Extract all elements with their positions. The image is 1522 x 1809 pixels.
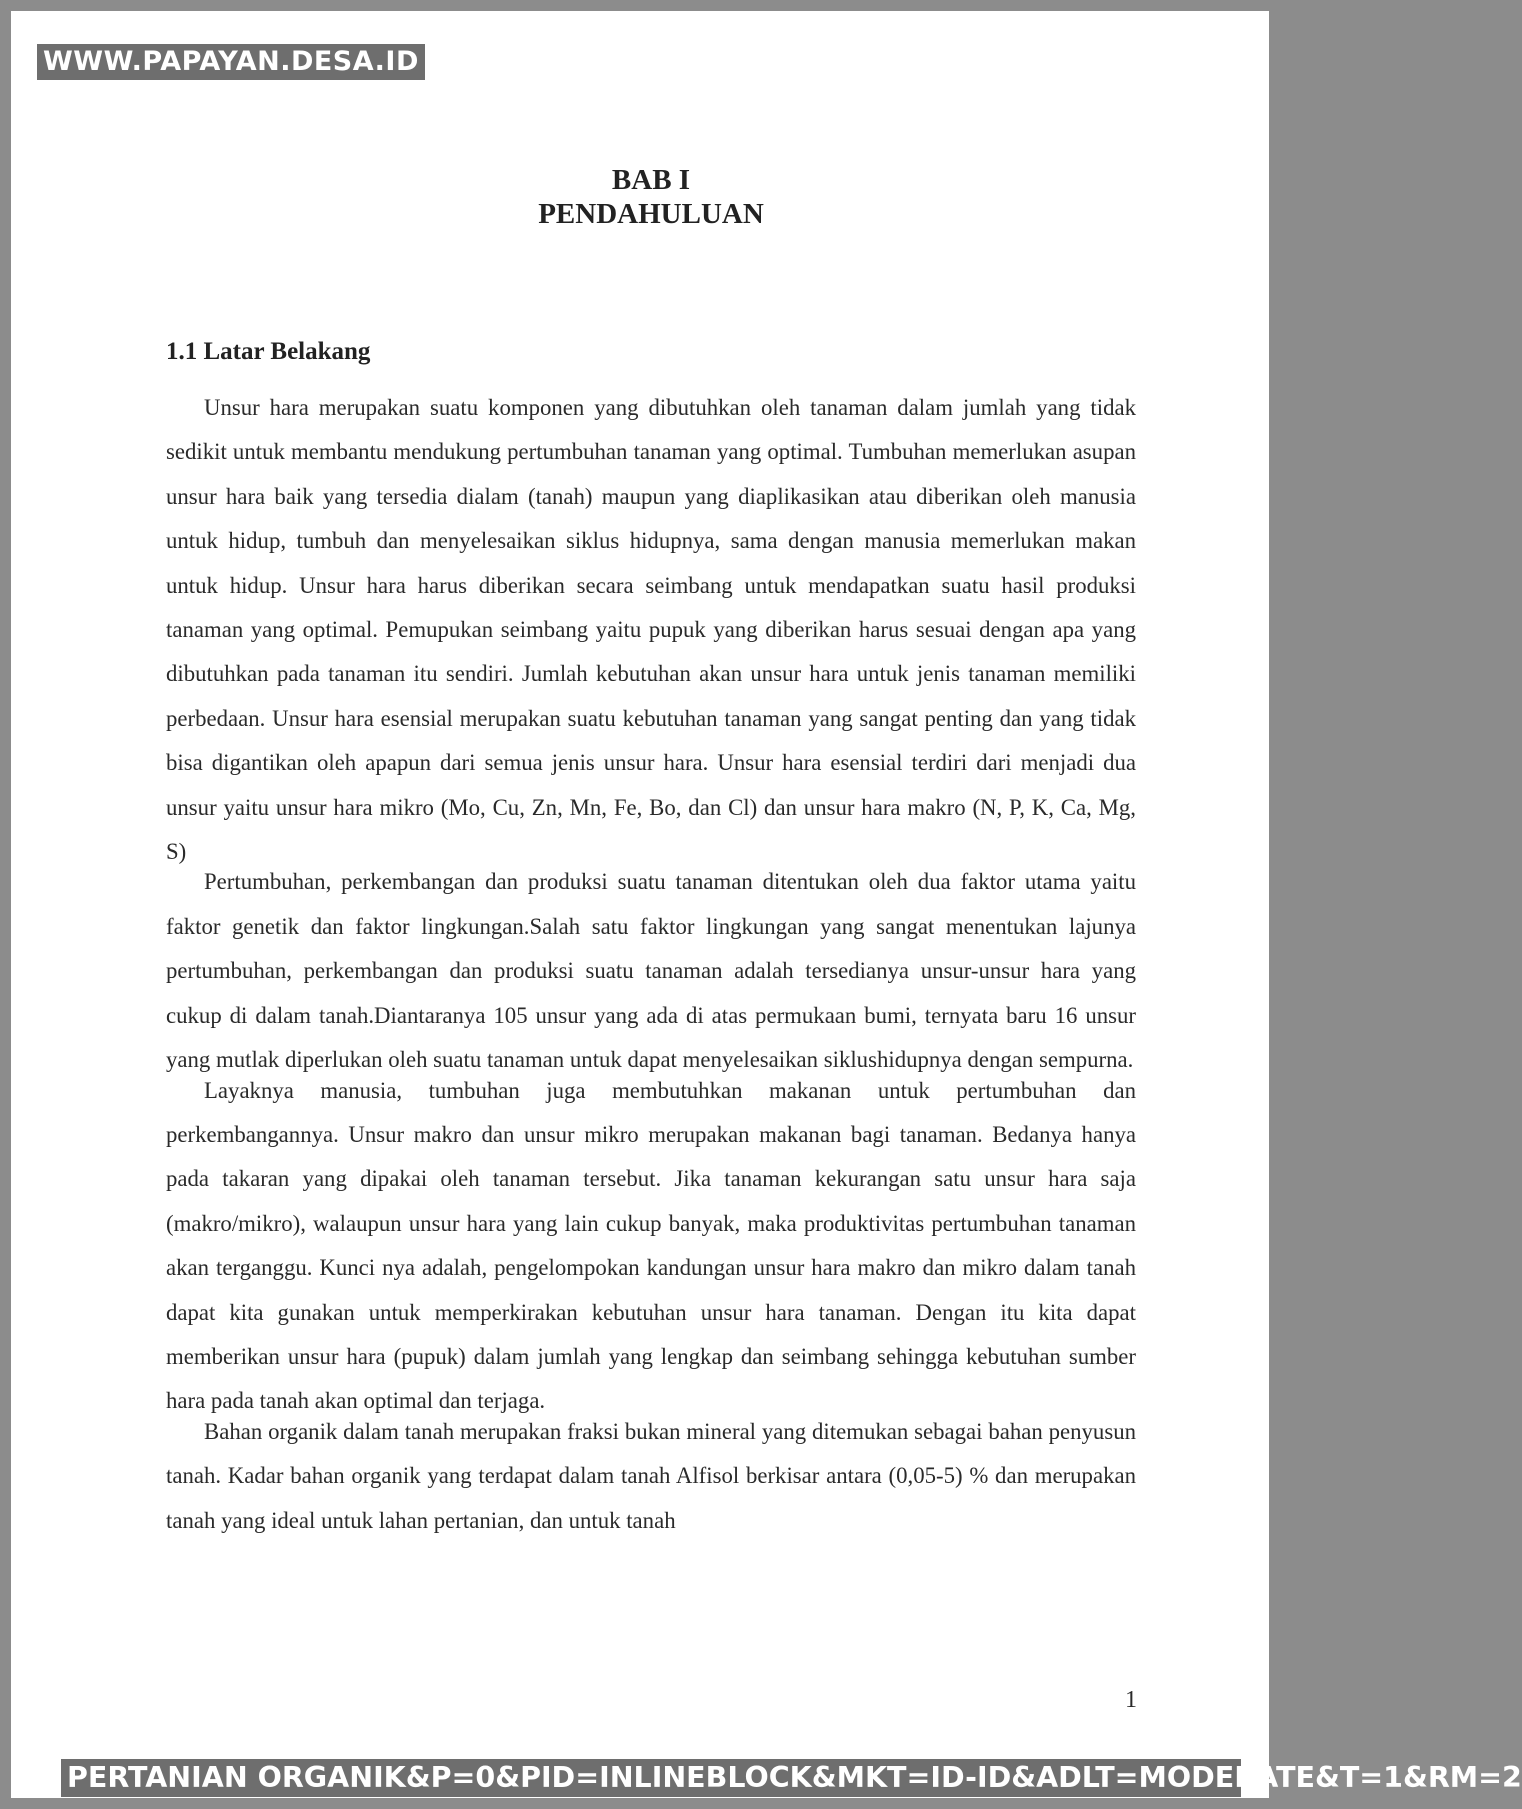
chapter-number: BAB I [611,164,691,196]
watermark-bottom: PERTANIAN ORGANIK&P=0&PID=INLINEBLOCK&MKT=ID-ID&ADLT=MODERATE&T=1&RM=2 [61,1759,1241,1797]
chapter-title: PENDAHULUAN [538,198,764,230]
paragraph: Unsur hara merupakan suatu komponen yang dibutuhkan oleh tanaman dalam jumlah yang tidak sedikit untuk membantu mendukung pertumbuhan tanaman yang optimal. Tumbuhan memerlukan asupan unsur hara baik yang tersedia dialam (tanah) maupun yang diaplikasikan atau diberikan oleh manusia untuk hidup, tumbuh dan menyelesaikan siklus hidupnya, sama dengan manusia memerlukan makan untuk hidup. Unsur hara harus diberikan secara seimbang untuk mendapatkan suatu hasil produksi tanaman yang optimal. Pemupukan seimbang yaitu pupuk yang diberikan harus sesuai dengan apa yang dibutuhkan pada tanaman itu sendiri. Jumlah kebutuhan akan unsur hara untuk jenis tanaman memiliki perbedaan. Unsur hara esensial merupakan suatu kebutuhan tanaman yang sangat penting dan yang tidak bisa digantikan oleh apapun dari semua jenis unsur hara. Unsur hara esensial terdiri dari menjadi dua unsur yaitu unsur hara mikro (Mo, Cu, Zn, Mn, Fe, Bo, dan Cl) dan unsur hara makro (N, P, K, Ca, Mg, S) [166,395,1136,865]
section-title: 1.1 Latar Belakang [166,338,371,365]
body-text [166,386,1136,1533]
paragraph: Pertumbuhan, perkembangan dan produksi suatu tanaman ditentukan oleh dua faktor utama yaitu faktor genetik dan faktor lingkungan.Salah satu faktor lingkungan yang sangat menentukan lajunya pertumbuhan, perkembangan dan produksi suatu tanaman adalah tersedianya unsur-unsur hara yang cukup di dalam tanah.Diantaranya 105 unsur yang ada di atas permukaan bumi, ternyata baru 16 unsur yang mutlak diperlukan oleh suatu tanaman untuk dapat menyelesaikan siklushidupnya dengan sempurna. [166,869,1136,1073]
watermark-top: WWW.PAPAYAN.DESA.ID [37,44,425,80]
page-number: 1 [1125,1687,1137,1713]
paragraph: Layaknya manusia, tumbuhan juga membutuhkan makanan untuk pertumbuhan dan perkembangannya. Unsur makro dan unsur mikro merupakan makanan bagi tanaman. Bedanya hanya pada takaran yang dipakai oleh tanaman tersebut. Jika tanaman kekurangan satu unsur hara saja (makro/mikro), walaupun unsur hara yang lain cukup banyak, maka produktivitas pertumbuhan tanaman akan terganggu. Kunci nya adalah, pengelompokan kandungan unsur hara makro dan mikro dalam tanah dapat kita gunakan untuk memperkirakan kebutuhan unsur hara tanaman. Dengan itu kita dapat memberikan unsur hara (pupuk) dalam jumlah yang lengkap dan seimbang sehingga kebutuhan sumber hara pada tanah akan optimal dan terjaga. [166,1077,1136,1414]
paragraph: Bahan organik dalam tanah merupakan fraksi bukan mineral yang ditemukan sebagai bahan penyusun tanah. Kadar bahan organik yang terdapat dalam tanah Alfisol berkisar antara (0,05-5) % dan merupakan tanah yang ideal untuk lahan pertanian, dan untuk tanah [166,1418,1136,1533]
chapter-heading [11,163,1291,231]
